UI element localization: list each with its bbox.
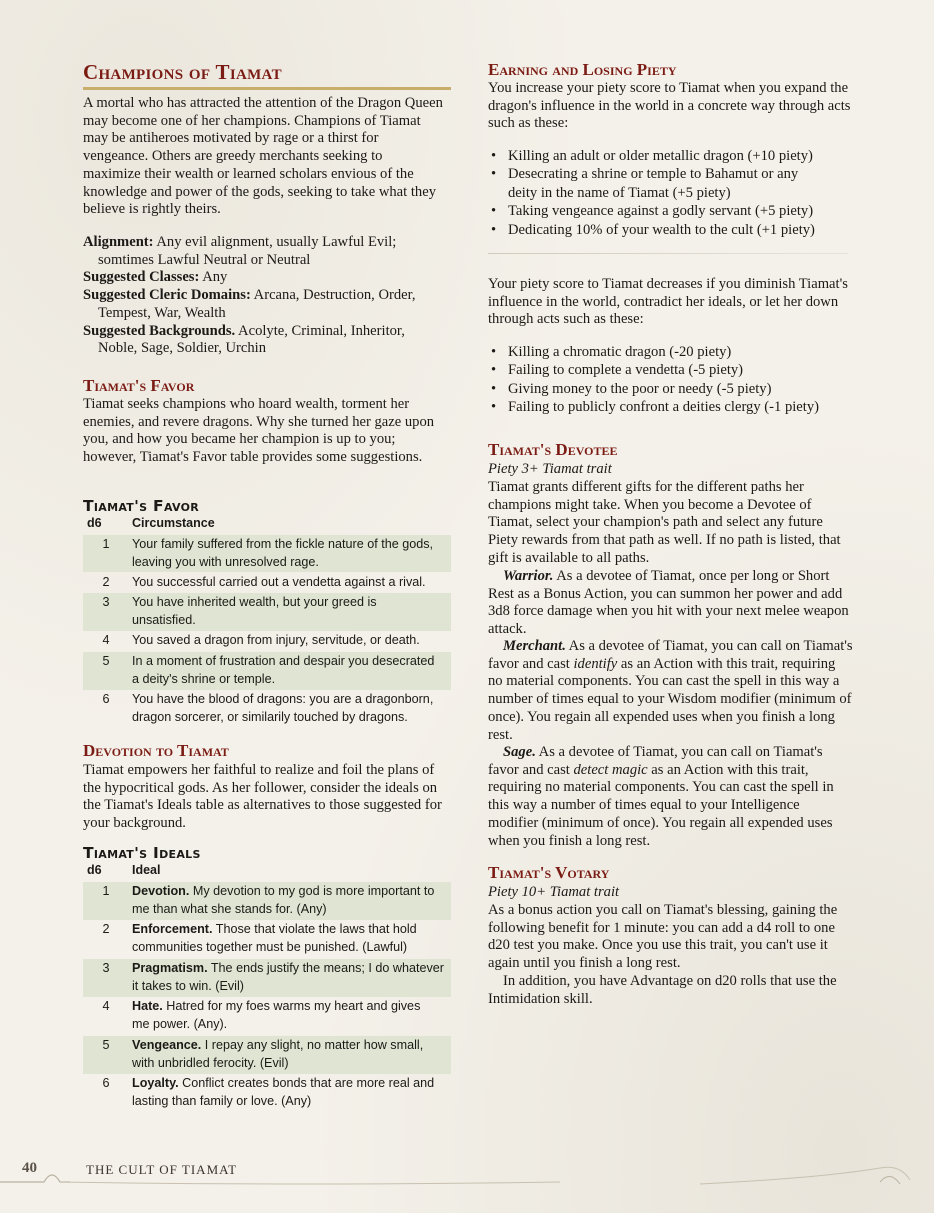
favor-col-circumstance: Circumstance bbox=[132, 516, 215, 530]
favor-row: 3 You have inherited wealth, but your greed is unsatisfied. bbox=[83, 593, 451, 631]
sage-paragraph: Sage. As a devotee of Tiamat, you can call on Tiamat's favor and cast detect magic as an Action with this trait, requiring no material components. You can cast the spell in this way a number of times equal to your Intelligence modifier (minimum of once). You regain all expended uses when you finish a long rest. bbox=[488, 744, 834, 849]
heading-tiamats-favor: Tiamat's Favor bbox=[83, 376, 195, 395]
ideal-row: 2 Enforcement. Those that violate the laws that hold communities together must be punished. (Lawful) bbox=[102, 922, 417, 955]
favor-table-title: Tiamat's Favor bbox=[83, 497, 200, 515]
running-title: THE CULT OF TIAMAT bbox=[86, 1162, 238, 1177]
favor-row: 4 You saved a dragon from injury, servitude, or death. bbox=[102, 633, 420, 647]
earning-paragraph: You increase your piety score to Tiamat when you expand the dragon's influence in the world in a concrete way through acts such as these: bbox=[488, 80, 851, 132]
stat-domains-cont: Tempest, War, Wealth bbox=[98, 304, 226, 321]
ideals-col-d6: d6 bbox=[87, 863, 102, 877]
section-title-champions: Champions of Tiamat bbox=[83, 60, 282, 84]
votary-paragraph-2: In addition, you have Advantage on d20 rolls that use the Intimidation skill. bbox=[488, 973, 837, 1007]
stat-backgrounds: Suggested Backgrounds. Acolyte, Criminal, Inheritor, bbox=[83, 322, 405, 339]
stat-domains: Suggested Cleric Domains: Arcana, Destruction, Order, bbox=[83, 287, 416, 304]
title-rule bbox=[83, 87, 451, 90]
favor-row: 1 Your family suffered from the fickle nature of the gods, leaving you with unresolved rage. bbox=[83, 535, 451, 572]
list-item: • Killing a chromatic dragon (-20 piety) bbox=[491, 344, 732, 360]
gain-list bbox=[488, 147, 853, 239]
list-item: • Dedicating 10% of your wealth to the cult (+1 piety) bbox=[491, 221, 815, 238]
losing-paragraph: Your piety score to Tiamat decreases if you diminish Tiamat's influence in the world, contradict her ideals, or let her down through acts such as these: bbox=[488, 276, 848, 328]
stat-alignment-cont: somtimes Lawful Neutral or Neutral bbox=[98, 251, 311, 268]
stat-alignment: Alignment: Any evil alignment, usually Lawful Evil; bbox=[83, 234, 397, 250]
devotion-paragraph: Tiamat empowers her faithful to realize and foil the plans of the hypocritical gods. As her follower, consider the ideals on the Tiamat's Ideals table as alternatives to those suggested for your background. bbox=[83, 762, 442, 832]
stat-block bbox=[83, 234, 451, 358]
ideal-row: 6 Loyalty. Conflict creates bonds that are more real and lasting than family or love. (Any) bbox=[102, 1076, 435, 1109]
list-item: • Failing to complete a vendetta (-5 piety) bbox=[491, 362, 744, 379]
votary-paragraph: As a bonus action you call on Tiamat's blessing, gaining the following benefit for 1 minute: you can add a d4 roll to one d20 test you make. Once you use this trait, you can't use it again until you finish a long rest. bbox=[488, 902, 838, 972]
list-item: • Taking vengeance against a godly servant (+5 piety) bbox=[491, 203, 814, 220]
list-item: • Killing an adult or older metallic dragon (+10 piety) bbox=[491, 148, 813, 164]
heading-votary: Tiamat's Votary bbox=[488, 863, 610, 882]
warrior-paragraph: Warrior. As a devotee of Tiamat, once per long or Short Rest as a Bonus Action, you can summon her power and add 3d8 force damage when you hit with your next melee weapon attack. bbox=[488, 568, 849, 638]
ideal-row: 5 Vengeance. I repay any slight, no matter how small, with unbridled ferocity. (Evil) bbox=[83, 1036, 451, 1074]
devotee-paragraph: Tiamat grants different gifts for the different paths her champions might take. When you become a Devotee of Tiamat, select your champion's path and select any future Piety rewards from that path as well. If no path is listed, that gift is available to all paths. bbox=[488, 479, 841, 566]
favor-row: 6 You have the blood of dragons: you are a dragonborn, dragon sorcerer, or similarily touched by dragons. bbox=[102, 692, 434, 725]
list-item: • Desecrating a shrine or temple to Bahamut or any deity in the name of Tiamat (+5 piety) bbox=[491, 166, 799, 201]
heading-devotee: Tiamat's Devotee bbox=[488, 440, 618, 459]
page-number: 40 bbox=[22, 1160, 37, 1176]
favor-col-d6: d6 bbox=[87, 516, 102, 530]
loss-list bbox=[488, 343, 853, 417]
heading-devotion: Devotion to Tiamat bbox=[83, 741, 229, 760]
votary-subtitle: Piety 10+ Tiamat trait bbox=[488, 884, 620, 900]
favor-row: 5 In a moment of frustration and despair you desecrated a deity's shrine or temple. bbox=[83, 652, 451, 690]
stat-classes: Suggested Classes: Any bbox=[83, 269, 228, 286]
list-item: • Failing to publicly confront a deities clergy (-1 piety) bbox=[491, 399, 819, 416]
list-item: • Giving money to the poor or needy (-5 piety) bbox=[491, 380, 772, 397]
favor-row: 2 You successful carried out a vendetta against a rival. bbox=[102, 575, 426, 589]
merchant-paragraph: Merchant. As a devotee of Tiamat, you can call on Tiamat's favor and cast identify as an Action with this trait, requiring no material components. You can cast the spell in this way a number of times equal to your Wisdom modifier (minimum of once). You regain all expended uses when you finish a long rest. bbox=[488, 638, 853, 743]
ideals-col-ideal: Ideal bbox=[132, 863, 161, 877]
ideals-table-title: Tiamat's Ideals bbox=[83, 844, 201, 862]
devotee-subtitle: Piety 3+ Tiamat trait bbox=[488, 461, 612, 477]
section-divider bbox=[488, 253, 848, 254]
heading-earning-losing: Earning and Losing Piety bbox=[488, 60, 677, 79]
stat-backgrounds-cont: Noble, Sage, Soldier, Urchin bbox=[98, 340, 267, 357]
ideal-row: 1 Devotion. My devotion to my god is more important to me than what she stands for. (Any) bbox=[83, 882, 451, 920]
intro-paragraph: A mortal who has attracted the attention of the Dragon Queen may become one of her champions. Champions of Tiamat may be antiheroes motivated by rage or a thirst for vengeance. Others are greedy merchants seeking to maximize their wealth or learned scholars envious of the knowledge and power of the gods, seeking to take what they believe is rightly theirs. bbox=[83, 95, 443, 218]
ideal-row: 3 Pragmatism. The ends justify the means; I do whatever it takes to win. (Evil) bbox=[83, 959, 451, 997]
favor-paragraph: Tiamat seeks champions who hoard wealth, torment her enemies, and revere dragons. Why she turned her gaze upon you, and how you became her champion is up to you; however, Tiamat's Favor table provides some suggestions. bbox=[83, 396, 435, 466]
ideal-row: 4 Hate. Hatred for my foes warms my heart and gives me power. (Any). bbox=[102, 999, 421, 1032]
